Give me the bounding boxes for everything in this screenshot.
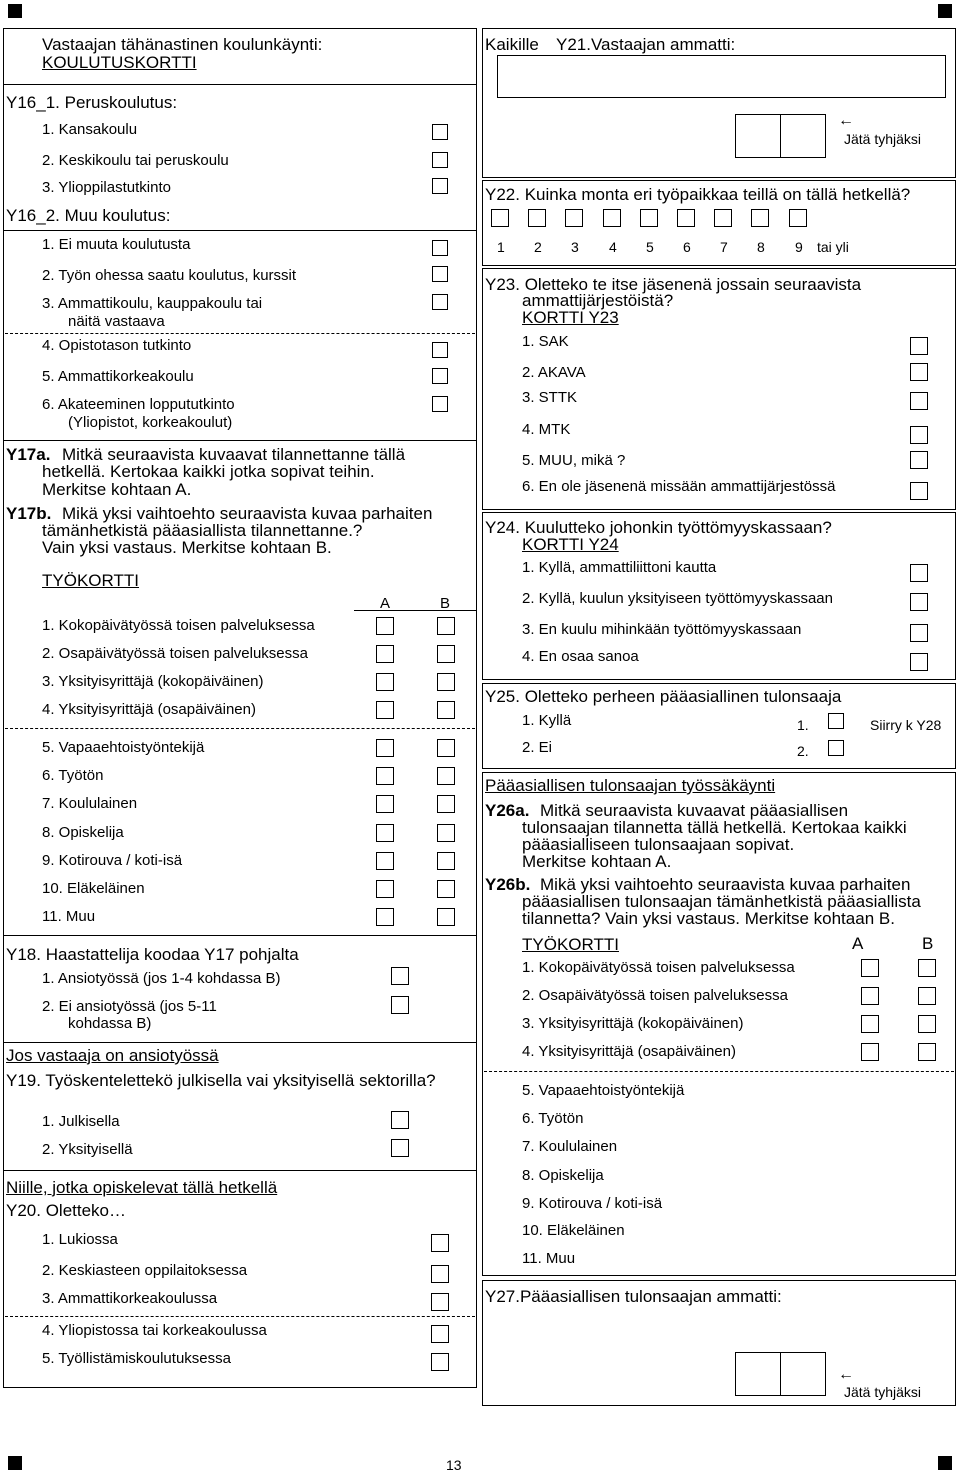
y27-code-box-2[interactable] [780, 1352, 826, 1396]
y27-title: Y27.Pääasiallisen tulonsaajan ammatti: [485, 1287, 782, 1306]
y26-option-9: 9. Kotirouva / koti-isä [522, 1195, 663, 1212]
y26-checkbox-b-1[interactable] [918, 959, 936, 977]
registration-mark-top-right [938, 4, 952, 18]
y26-checkbox-a-1[interactable] [861, 959, 879, 977]
y25-checkbox-2[interactable] [828, 740, 844, 756]
y23-option-5: 5. MUU, mikä ? [522, 452, 626, 469]
y17-checkbox-a-2[interactable] [376, 645, 394, 663]
y19-option-1: 1. Julkisella [42, 1113, 120, 1130]
y24-card-label: KORTTI Y24 [522, 535, 619, 554]
y17-option-6: 6. Työtön [42, 767, 104, 784]
y17-checkbox-b-11[interactable] [437, 908, 455, 926]
y19-intro: Jos vastaaja on ansiotyössä [6, 1046, 219, 1065]
y19-checkbox-1[interactable] [391, 1111, 409, 1129]
y19-title: Y19. Työskentelettekö julkisella vai yksityisellä sektorilla? [6, 1071, 436, 1090]
y17-column-b: B [440, 595, 451, 612]
y17-checkbox-b-10[interactable] [437, 880, 455, 898]
y17-option-3: 3. Yksityisyrittäjä (kokopäiväinen) [42, 673, 264, 690]
y26-column-b: B [922, 934, 934, 953]
y17-option-1: 1. Kokopäivätyössä toisen palveluksessa [42, 617, 315, 634]
y22-number-4: 4 [609, 239, 617, 255]
y23-option-4: 4. MTK [522, 421, 571, 438]
y20-option-5: 5. Työllistämiskoulutuksessa [42, 1350, 231, 1367]
y26b-text-2: pääasiallisen tulonsaajan tämänhetkistä pääasiallista [522, 892, 921, 911]
y17-checkbox-b-4[interactable] [437, 701, 455, 719]
y17b-label: Y17b. [6, 504, 52, 523]
y21-occupation-input[interactable] [497, 55, 946, 98]
y17-option-4: 4. Yksityisyrittäjä (osapäiväinen) [42, 701, 256, 718]
y20-checkbox-3[interactable] [431, 1293, 449, 1311]
y26a-text-4: Merkitse kohtaan A. [522, 852, 672, 871]
y22-checkbox-3[interactable] [565, 209, 583, 227]
y26a-text-3: pääasialliseen tulonsaajaan sopivat. [522, 835, 795, 854]
y22-number-9: 9 [795, 239, 803, 255]
y26a-text-1: Mitkä seuraavista kuvaavat pääasiallisen [540, 801, 849, 820]
y25-title: Y25. Oletteko perheen pääasiallinen tulonsaaja [485, 687, 842, 706]
y24-option-2: 2. Kyllä, kuulun yksityiseen työttömyyskassaan [522, 590, 833, 607]
y17-checkbox-b-5[interactable] [437, 739, 455, 757]
y23-title-cont: ammattijärjestöistä? [522, 291, 674, 310]
y26-checkbox-b-2[interactable] [918, 987, 936, 1005]
y22-checkbox-8[interactable] [751, 209, 769, 227]
y17-option-8: 8. Opiskelija [42, 824, 124, 841]
y21-leave-blank: Jätä tyhjäksi [844, 131, 922, 147]
y21-prefix: Kaikille [485, 35, 539, 54]
y17-checkbox-b-7[interactable] [437, 795, 455, 813]
y24-option-4: 4. En osaa sanoa [522, 648, 639, 665]
y23-checkbox-6[interactable] [910, 482, 928, 500]
y16-2-option-6-cont: (Yliopistot, korkeakoulut) [68, 414, 233, 431]
school-intro: Vastaajan tähänastinen koulunkäynti: [42, 35, 323, 54]
y16-1-option-1: 1. Kansakoulu [42, 121, 138, 138]
y22-number-6: 6 [683, 239, 691, 255]
y16-2-option-3-cont: näitä vastaava [68, 313, 165, 330]
divider [3, 1042, 477, 1043]
y17b-text-3: Vain yksi vastaus. Merkitse kohtaan B. [42, 538, 332, 557]
y16-1-checkbox-2[interactable] [432, 152, 448, 168]
y22-checkbox-9[interactable] [789, 209, 807, 227]
y26-checkbox-a-4[interactable] [861, 1043, 879, 1061]
y17-checkbox-a-11[interactable] [376, 908, 394, 926]
y26-option-10: 10. Eläkeläinen [522, 1222, 625, 1239]
y22-checkbox-5[interactable] [640, 209, 658, 227]
y16-1-checkbox-3[interactable] [432, 178, 448, 194]
school-card-label: KOULUTUSKORTTI [42, 53, 197, 72]
y22-title: Y22. Kuinka monta eri työpaikkaa teillä on tällä hetkellä? [485, 185, 911, 204]
y21-arrow-icon: ← [838, 112, 854, 129]
y24-checkbox-1[interactable] [910, 564, 928, 582]
y20-option-1: 1. Lukiossa [42, 1231, 118, 1248]
y17-checkbox-a-8[interactable] [376, 824, 394, 842]
y22-number-5: 5 [646, 239, 654, 255]
y17-checkbox-a-5[interactable] [376, 739, 394, 757]
y17-checkbox-b-9[interactable] [437, 852, 455, 870]
y23-checkbox-3[interactable] [910, 392, 928, 410]
y17a-label: Y17a. [6, 445, 51, 464]
y23-option-3: 3. STTK [522, 389, 578, 406]
y16-2-title: Y16_2. Muu koulutus: [6, 206, 171, 225]
y18-option-2-cont: kohdassa B) [68, 1015, 152, 1032]
y17-option-7: 7. Koululainen [42, 795, 138, 812]
y17-checkbox-a-7[interactable] [376, 795, 394, 813]
y17a-text-3: Merkitse kohtaan A. [42, 480, 192, 499]
y23-title: Y23. Oletteko te itse jäsenenä jossain seuraavista [485, 275, 862, 294]
y24-checkbox-3[interactable] [910, 624, 928, 642]
y26-option-7: 7. Koululainen [522, 1138, 618, 1155]
y20-option-2: 2. Keskiasteen oppilaitoksessa [42, 1262, 248, 1279]
y17-card-label: TYÖKORTTI [42, 571, 139, 590]
y25-checkbox-1[interactable] [828, 713, 844, 729]
y25-skip-note: Siirry k Y28 [870, 717, 942, 733]
y17-column-a: A [380, 595, 391, 612]
y24-option-1: 1. Kyllä, ammattiliittoni kautta [522, 559, 717, 576]
y22-checkbox-6[interactable] [677, 209, 695, 227]
y18-checkbox-2[interactable] [391, 996, 409, 1014]
y17-checkbox-a-6[interactable] [376, 767, 394, 785]
divider [3, 84, 477, 85]
y16-2-option-4: 4. Opistotason tutkinto [42, 337, 192, 354]
y16-2-option-1: 1. Ei muuta koulutusta [42, 236, 191, 253]
y27-arrow-icon: ← [838, 1366, 854, 1383]
y22-number-10: tai yli [817, 239, 849, 255]
y17-checkbox-a-1[interactable] [376, 617, 394, 635]
y17-checkbox-b-3[interactable] [437, 673, 455, 691]
y23-option-2: 2. AKAVA [522, 364, 586, 381]
y17-checkbox-b-8[interactable] [437, 824, 455, 842]
y16-2-option-6: 6. Akateeminen loppututkinto [42, 396, 235, 413]
y26-option-11: 11. Muu [522, 1250, 576, 1267]
y24-option-3: 3. En kuulu mihinkään työttömyyskassaan [522, 621, 802, 638]
y26-option-8: 8. Opiskelija [522, 1167, 604, 1184]
column-header-line [354, 610, 477, 611]
y22-checkbox-2[interactable] [528, 209, 546, 227]
y20-option-4: 4. Yliopistossa tai korkeakoulussa [42, 1322, 267, 1339]
y20-checkbox-4[interactable] [431, 1325, 449, 1343]
y18-option-1: 1. Ansiotyössä (jos 1-4 kohdassa B) [42, 970, 281, 987]
y26a-text-2: tulonsaajan tilannetta tällä hetkellä. Kertokaa kaikki [522, 818, 907, 837]
y17-checkbox-a-3[interactable] [376, 673, 394, 691]
y16-2-option-5: 5. Ammattikorkeakoulu [42, 368, 194, 385]
y17-checkbox-a-10[interactable] [376, 880, 394, 898]
y20-option-3: 3. Ammattikorkeakoulussa [42, 1290, 218, 1307]
y17-checkbox-b-1[interactable] [437, 617, 455, 635]
y17-option-10: 10. Eläkeläinen [42, 880, 145, 897]
y22-number-2: 2 [534, 239, 542, 255]
y17b-text-1: Mikä yksi vaihtoehto seuraavista kuvaa parhaiten [62, 504, 433, 523]
y22-number-3: 3 [571, 239, 579, 255]
y26-checkbox-a-2[interactable] [861, 987, 879, 1005]
y17-option-11: 11. Muu [42, 908, 96, 925]
y17-checkbox-b-2[interactable] [437, 645, 455, 663]
dashed-separator [484, 1071, 954, 1072]
y25-code-1: 1. [797, 717, 809, 733]
y26-checkbox-a-3[interactable] [861, 1015, 879, 1033]
y23-checkbox-2[interactable] [910, 363, 928, 381]
y25-option-1: 1. Kyllä [522, 712, 572, 729]
y16-1-option-3: 3. Ylioppilastutkinto [42, 179, 171, 196]
y21-code-box-1[interactable] [735, 114, 781, 158]
y26-option-6: 6. Työtön [522, 1110, 584, 1127]
y19-checkbox-2[interactable] [391, 1139, 409, 1157]
y26-option-5: 5. Vapaaehtoistyöntekijä [522, 1082, 685, 1099]
y20-title: Y20. Oletteko… [6, 1201, 127, 1220]
y17-checkbox-b-6[interactable] [437, 767, 455, 785]
y26a-label: Y26a. [485, 801, 530, 820]
y26-column-a: A [852, 934, 864, 953]
y26-card-label: TYÖKORTTI [522, 935, 619, 954]
registration-mark-bottom-right [938, 1456, 952, 1470]
y17-option-9: 9. Kotirouva / koti-isä [42, 852, 183, 869]
y20-checkbox-1[interactable] [431, 1234, 449, 1252]
y21-title: Y21.Vastaajan ammatti: [556, 35, 736, 54]
registration-mark-bottom-left [8, 1456, 22, 1470]
y22-number-8: 8 [757, 239, 765, 255]
y26-heading: Pääasiallisen tulonsaajan työssäkäynti [485, 776, 776, 795]
y23-card-label: KORTTI Y23 [522, 308, 619, 327]
y25-option-2: 2. Ei [522, 739, 553, 756]
divider [3, 1170, 477, 1171]
y26b-label: Y26b. [485, 875, 531, 894]
y17-checkbox-a-9[interactable] [376, 852, 394, 870]
y26-checkbox-b-4[interactable] [918, 1043, 936, 1061]
y26-option-3: 3. Yksityisyrittäjä (kokopäiväinen) [522, 1015, 744, 1032]
y17b-text-2: tämänhetkistä pääasiallista tilannettanne.? [42, 521, 363, 540]
y19-option-2: 2. Yksityisellä [42, 1141, 133, 1158]
y27-code-box-1[interactable] [735, 1352, 781, 1396]
y16-2-checkbox-3[interactable] [432, 294, 448, 310]
registration-mark-top-left [8, 4, 22, 18]
y26-option-2: 2. Osapäivätyössä toisen palveluksessa [522, 987, 788, 1004]
y22-checkbox-1[interactable] [491, 209, 509, 227]
y23-option-1: 1. SAK [522, 333, 569, 350]
y23-checkbox-1[interactable] [910, 337, 928, 355]
y20-checkbox-2[interactable] [431, 1265, 449, 1283]
y18-title: Y18. Haastattelija koodaa Y17 pohjalta [6, 945, 299, 964]
y16-2-checkbox-6[interactable] [432, 396, 448, 412]
page-number: 13 [446, 1457, 462, 1473]
y24-checkbox-2[interactable] [910, 593, 928, 611]
y16-2-checkbox-5[interactable] [432, 368, 448, 384]
dashed-separator [5, 1316, 475, 1317]
y16-2-checkbox-4[interactable] [432, 342, 448, 358]
y16-1-title: Y16_1. Peruskoulutus: [6, 93, 178, 112]
y16-2-checkbox-2[interactable] [432, 266, 448, 282]
y16-1-option-2: 2. Keskikoulu tai peruskoulu [42, 152, 229, 169]
y27-leave-blank: Jätä tyhjäksi [844, 1384, 922, 1400]
dashed-separator [5, 728, 475, 729]
y16-2-option-3: 3. Ammattikoulu, kauppakoulu tai [42, 295, 263, 312]
y17-option-5: 5. Vapaaehtoistyöntekijä [42, 739, 205, 756]
y17a-text-2: hetkellä. Kertokaa kaikki jotka sopivat teihin. [42, 462, 375, 481]
y24-checkbox-4[interactable] [910, 653, 928, 671]
y23-checkbox-5[interactable] [910, 451, 928, 469]
y17a-text-1: Mitkä seuraavista kuvaavat tilannettanne tällä [62, 445, 406, 464]
dashed-separator [5, 333, 475, 334]
y26b-text-1: Mikä yksi vaihtoehto seuraavista kuvaa parhaiten [540, 875, 911, 894]
y16-2-checkbox-1[interactable] [432, 240, 448, 256]
y22-checkbox-4[interactable] [603, 209, 621, 227]
y26-checkbox-b-3[interactable] [918, 1015, 936, 1033]
divider [3, 935, 477, 936]
y23-option-6: 6. En ole jäsenenä missään ammattijärjestössä [522, 478, 836, 495]
y17-option-2: 2. Osapäivätyössä toisen palveluksessa [42, 645, 308, 662]
y26b-text-3: tilannetta? Vain yksi vastaus. Merkitse kohtaan B. [522, 909, 895, 928]
y17-checkbox-a-4[interactable] [376, 701, 394, 719]
y26-option-4: 4. Yksityisyrittäjä (osapäiväinen) [522, 1043, 736, 1060]
y18-option-2: 2. Ei ansiotyössä (jos 5-11 [42, 998, 217, 1015]
y22-number-1: 1 [497, 239, 505, 255]
y20-checkbox-5[interactable] [431, 1353, 449, 1371]
y23-checkbox-4[interactable] [910, 426, 928, 444]
divider [3, 440, 477, 441]
y22-checkbox-7[interactable] [714, 209, 732, 227]
y22-number-7: 7 [720, 239, 728, 255]
y16-1-checkbox-1[interactable] [432, 124, 448, 140]
y18-checkbox-1[interactable] [391, 967, 409, 985]
y20-intro: Niille, jotka opiskelevat tällä hetkellä [6, 1178, 278, 1197]
divider [3, 230, 477, 231]
y21-code-box-2[interactable] [780, 114, 826, 158]
y24-title: Y24. Kuulutteko johonkin työttömyyskassaan? [485, 518, 832, 537]
y25-code-2: 2. [797, 743, 809, 759]
y26-option-1: 1. Kokopäivätyössä toisen palveluksessa [522, 959, 795, 976]
y16-2-option-2: 2. Työn ohessa saatu koulutus, kurssit [42, 267, 297, 284]
